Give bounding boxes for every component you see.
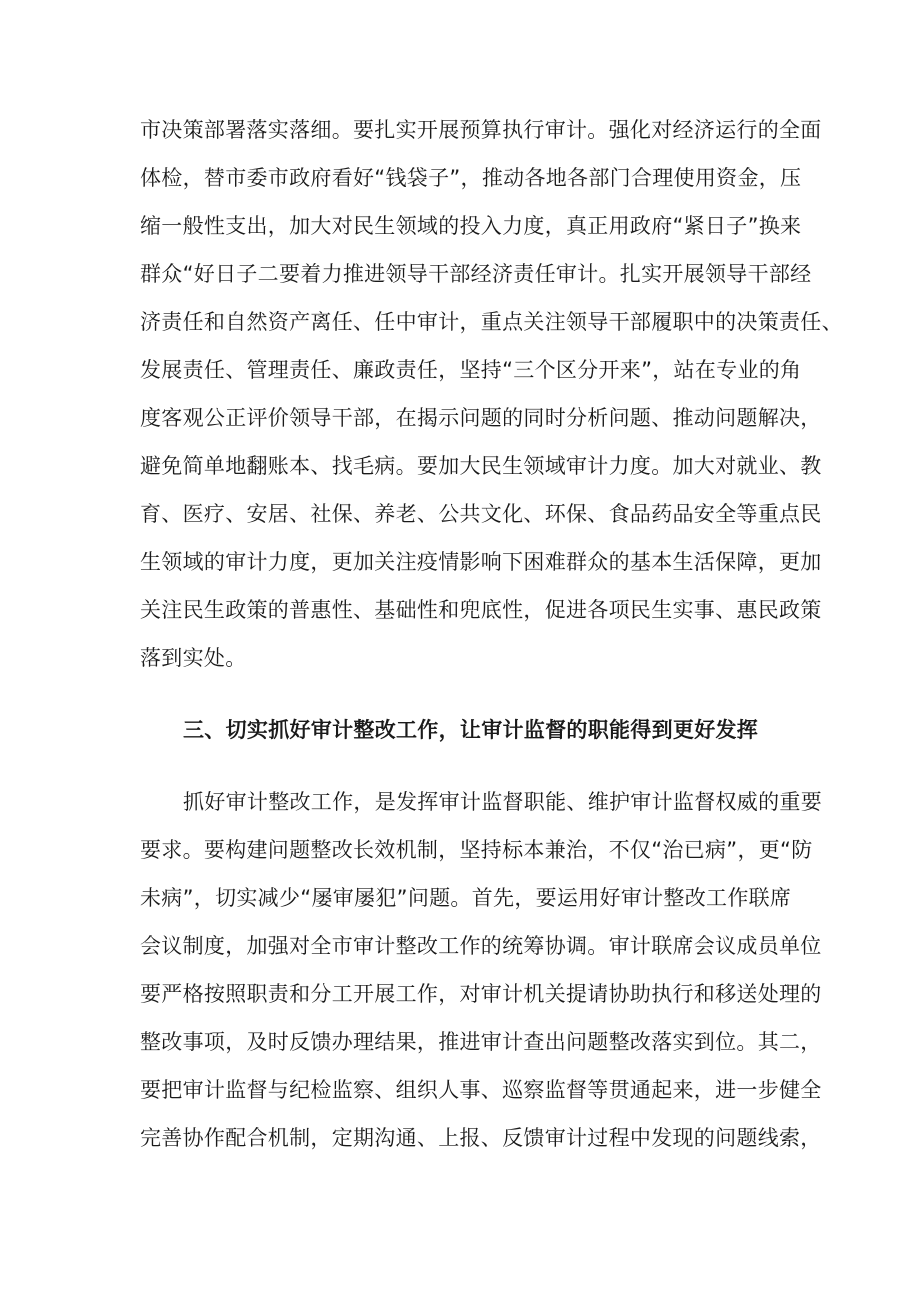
paragraph-line: 度客观公正评价领导干部，在揭示问题的同时分析问题、推动问题解决，	[140, 406, 822, 430]
paragraph-line: 关注民生政策的普惠性、基础性和兜底性，促进各项民生实事、惠民政策	[140, 598, 822, 622]
paragraph-line: 未病”，切实减少“屡审屡犯”问题。首先，要运用好审计整改工作联席	[140, 886, 792, 910]
paragraph-line: 发展责任、管理责任、廉政责任，坚持“三个区分开来”，站在专业的角	[140, 358, 802, 382]
paragraph-line: 会议制度，加强对全市审计整改工作的统筹协调。审计联席会议成员单位	[140, 934, 822, 958]
paragraph-line: 育、医疗、安居、社保、养老、公共文化、环保、食品药品安全等重点民	[140, 502, 822, 526]
paragraph-line: 生领域的审计力度，更加关注疫情影响下困难群众的基本生活保障，更加	[140, 550, 822, 574]
paragraph-line: 要把审计监督与纪检监察、组织人事、巡察监督等贯通起来，进一步健全	[140, 1078, 822, 1102]
paragraph-line: 群众“好日子二要着力推进领导干部经济责任审计。扎实开展领导干部经	[140, 262, 812, 286]
paragraph-line: 济责任和自然资产离任、任中审计，重点关注领导干部履职中的决策责任、	[140, 310, 843, 334]
paragraph-line: 完善协作配合机制，定期沟通、上报、反馈审计过程中发现的问题线索，	[140, 1126, 822, 1150]
paragraph-line: 抓好审计整改工作，是发挥审计监督职能、维护审计监督权威的重要	[183, 790, 822, 814]
paragraph-line: 整改事项，及时反馈办理结果，推进审计查出问题整改落实到位。其二，	[140, 1030, 822, 1054]
paragraph-line: 避免简单地翻账本、找毛病。要加大民生领域审计力度。加大对就业、教	[140, 454, 822, 478]
paragraph-line: 落到实处。	[140, 646, 247, 670]
section-heading: 三、切实抓好审计整改工作，让审计监督的职能得到更好发挥	[183, 718, 759, 742]
paragraph-line: 体检，替市委市政府看好“钱袋子”，推动各地各部门合理使用资金，压	[140, 166, 802, 190]
paragraph-line: 缩一般性支出，加大对民生领域的投入力度，真正用政府“紧日子”换来	[140, 214, 802, 238]
paragraph-line: 市决策部署落实落细。要扎实开展预算执行审计。强化对经济运行的全面	[140, 118, 822, 142]
paragraph-line: 要严格按照职责和分工开展工作，对审计机关提请协助执行和移送处理的	[140, 982, 822, 1006]
paragraph-line: 要求。要构建问题整改长效机制，坚持标本兼治，不仅“治已病”，更“防	[140, 838, 813, 862]
